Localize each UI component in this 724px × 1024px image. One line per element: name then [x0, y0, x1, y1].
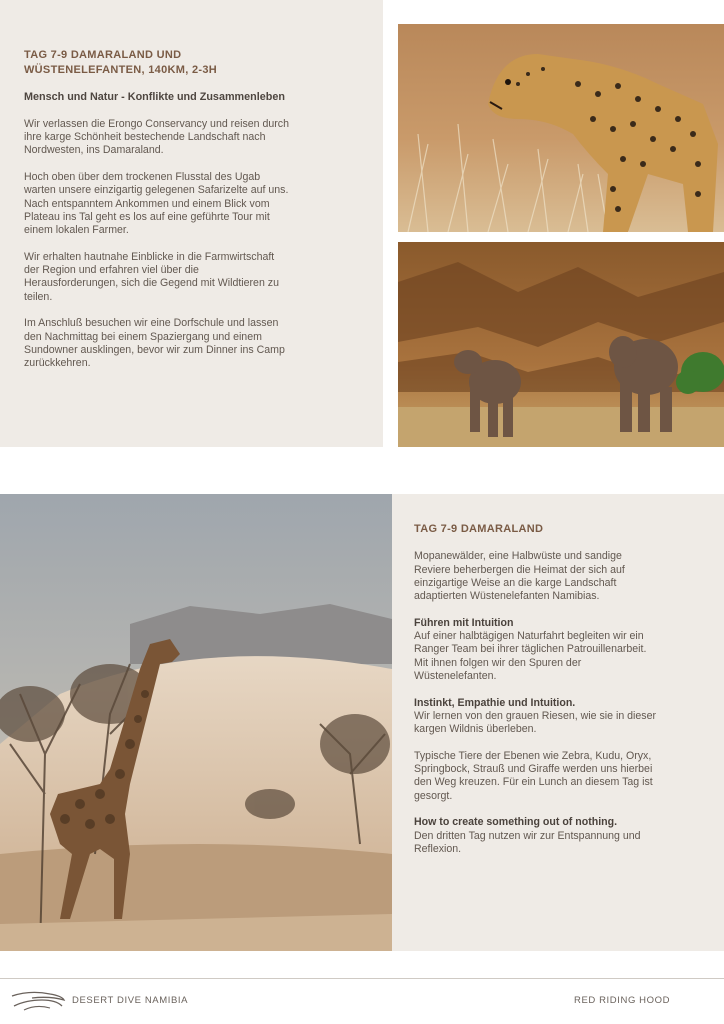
bottom-text-block [414, 522, 716, 869]
info-block-title: How to create something out of nothing. [414, 816, 618, 829]
section-lead-top: Mensch und Natur - Konflikte und Zusammenleben [24, 91, 285, 104]
giraffe-photo [0, 494, 392, 951]
cheetah-photo [398, 24, 724, 232]
footer-right-text: RED RIDING HOOD [574, 995, 671, 1006]
brand-logo-icon [10, 986, 66, 1014]
section-heading-bottom: TAG 7-9 DAMARALAND [414, 523, 544, 535]
info-block-text: Wir lernen von den grauen Riesen, wie sie in dieser kargen Wildnis überleben. [414, 709, 657, 736]
top-text-block [24, 48, 369, 384]
info-block [414, 750, 716, 803]
paragraph: Im Anschluß besuchen wir eine Dorfschule und lassen den Nachmittag bei einem Spaziergang und einem Sundowner ausklingen, bevor wir zum Dinner ins Camp zurückkehren. [24, 317, 285, 370]
paragraph: Hoch oben über dem trockenen Flusstal des Ugab warten unsere einzigartig gelegenen Safarizelte auf uns. Nach entspanntem Ankommen und einem Blick vom Plateau ins Tal geht es los auf eine geführte Tour mit einem lokalen Farmer. [24, 171, 289, 237]
info-block [414, 617, 716, 683]
info-block-title: Instinkt, Empathie und Intuition. [414, 696, 576, 709]
info-block [414, 816, 716, 856]
footer-brand: DESERT DIVE NAMIBIA [72, 995, 189, 1006]
paragraph: Wir verlassen die Erongo Conservancy und reisen durch ihre karge Schönheit bestechende Landschaft nach Nordwesten, ins Damaraland. [24, 117, 289, 157]
footer-divider [0, 978, 724, 979]
elephants-photo [398, 242, 724, 447]
info-block-text: Auf einer halbtägigen Naturfahrt begleiten wir ein Ranger Team bei ihrer täglichen Patrouillenarbeit. Mit ihnen folgen wir den Spuren der Wüstenelefanten. [414, 630, 647, 682]
section-intro: Mopanewälder, eine Halbwüste und sandige Reviere beherbergen die Heimat der sich auf einzigartige Weise an die karge Landschaft adaptierten Wüstenelefanten Namibias. [414, 550, 625, 603]
info-block-text: Typische Tiere der Ebenen wie Zebra, Kudu, Oryx, Springbock, Strauß und Giraffe werden uns hierbei den Weg kreuzen. Für ein Lunch an diesem Tag ist gesorgt. [414, 749, 653, 802]
paragraph: Wir erhalten hautnahe Einblicke in die Farmwirtschaft der Region und erfahren viel über die Herausforderungen, sich die Gegend mit Wildtieren zu teilen. [24, 250, 279, 303]
info-block-text: Den dritten Tag nutzen wir zur Entspannung und Reflexion. [414, 829, 641, 855]
info-block [414, 697, 716, 737]
section-heading-top: TAG 7-9 DAMARALAND UND WÜSTENELEFANTEN, 140KM, 2-3H [24, 49, 217, 76]
info-block-title: Führen mit Intuition [414, 616, 514, 629]
